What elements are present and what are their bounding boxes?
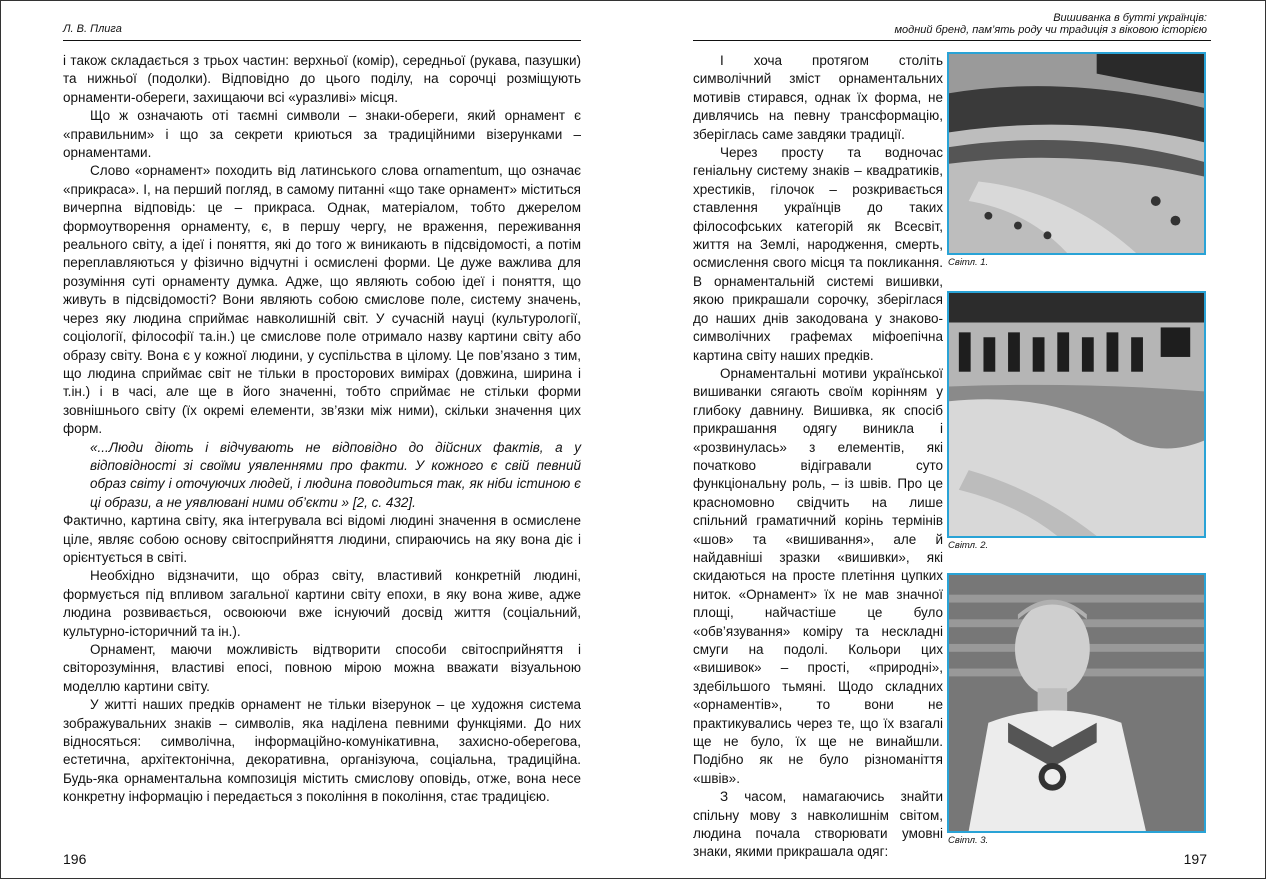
paragraph: Орнаментальні мотиви української вишиванки сягають своїм корінням у глибоку давнину. Вишивка, як спосіб прикрашання одягу виникла і «розвинулась» з елементів, які початково відігравали суто функціональну роль, – із швів. Про це красномовно свідчить на лише спільний граматичний корінь термінів «шов» та «вишивання», але й найдавніші зразки «вишивки», які скидаються на просте плетіння цупких ниток. «Орнамент» їх не мав значної площі, найчастіше це було «обв’язування» коміру та нескладні смуги на подолі. Кольори цих «вишивок» – прості, «природні», здебільшого тьмяні. Щодо складних «орнаментів», то вони не практикувались через те, що їх взагалі ще не було, їх ще не винайшли. Подібно як не було різноманіття «швів».	[693, 365, 943, 786]
header-line-2: модний бренд, пам’ять роду чи традиція з віковою історією	[894, 24, 1207, 36]
header-line-1: Вишиванка в бутті українців:	[1053, 12, 1207, 24]
left-page	[1, 1, 635, 880]
right-header-rule	[693, 40, 1211, 41]
paragraph: Через просту та водночас геніальну систему знаків – квадратиків, хрестиків, гілочок – розкривається ставлення українців до таких філософських категорій як Всесвіт, життя на Землі, народження, смерть, осмислення свого місця та покликання. В орнаментальній системі вишивки, якою прикрашали сорочку, зберіглася до наших днів закодована у знаково-символічних графемах міфоепічна картина світу наших предків.	[693, 145, 943, 363]
caption-3: Світл. 3.	[948, 835, 989, 846]
paragraph: З часом, намагаючись знайти спільну мову з навколишнім світом, людина почала створювати умовні знаки, якими прикрашала одяг:	[693, 789, 943, 860]
right-page-number: 197	[1183, 851, 1207, 867]
caption-1: Світл. 1.	[948, 257, 989, 268]
left-running-header: Л. В. Плига	[63, 23, 122, 35]
paragraph: Що ж означають оті таємні символи – знаки-обереги, який орнамент є «правильним» і що за секрети криються за традиційними візерунками – орнаментами.	[63, 108, 581, 161]
left-header-rule	[63, 40, 581, 41]
caption-2: Світл. 2.	[948, 540, 989, 551]
paragraph: і також складається з трьох частин: верхньої (комір), середньої (рукава, пазушки) та нижньої (подолки). Відповідно до цього поділу, на сорочці розміщують орнаменти-обереги, захищаючи всі «уразливі» місця.	[63, 53, 581, 105]
paragraph: Необхідно відзначити, що образ світу, властивий конкретній людині, формується під впливом загальної картини світу епохи, в яку вона живе, адже людина розвивається, освоюючи вже існуючий досвід життя (соціальний, культурно-історичний та ін.).	[63, 568, 581, 639]
left-page-number: 196	[63, 851, 87, 867]
paragraph: І хоча протягом століть символічний зміст орнаментальних мотивів стирався, однак їх форма, не дивлячись на певну трансформацію, зберіглась саме завдяки традиції.	[693, 53, 943, 142]
photo-embroidered-shirt	[947, 291, 1206, 538]
right-page	[635, 1, 1267, 880]
paragraph: У житті наших предків орнамент не тільки візерунок – це художня система зображувальних знаків – символів, яка наділена певними функціями. До них відносяться: символічна, інформаційно-комунікативна, захисно-оберегова, естетична, архітектонічна, декоративна, організуюча, соціальна, традиційна. Будь-яка орнаментальна композиція містить смислову оповідь, отже, вона несе конкретну інформацію і передається з покоління в покоління, стає традицією.	[63, 697, 581, 805]
photo-embroidered-sleeve	[947, 52, 1206, 255]
right-running-header	[894, 12, 1207, 36]
photo-football-player	[947, 573, 1206, 833]
paragraph: Орнамент, маючи можливість відтворити способи світосприйняття і світорозуміння, властиві епосі, повною мірою можна вважати візуальною моделлю картини світу.	[63, 642, 581, 694]
paragraph: Слово «орнамент» походить від латинського слова ornamentum, що означає «прикраса». І, на перший погляд, в самому питанні «що таке орнамент» міститься вичерпна відповідь: це – прикраса. Однак, матеріалом, тобто джерелом формоутворення орнаменту, є, в першу чергу, не враження, переживання реального світу, а ідеї і поняття, які до того ж виникають в підсвідомості, а потім переплавляються у фізично відчутні і осмислені форми. Це дуже важлива для розуміння суті орнаменту думка. Адже, що являють собою ідеї і поняття, що живуть в підсвідомості? Вони являють собою смислове поле, систему значень, через яку людина сприймає навколишній світ. У сучасній науці (культурології, соціології, філософії та.ін.) це смислове поле отримало назву картини світу або образу світу. Вона є у кожної людини, у суспільства в цілому. Це пов’язано з тим, що людина сприймає світ не тільки в просторових вимірах (довжина, ширина і т.ін.) і в часі, але ще в його значенні, тобто сприймає не стільки форми зовнішнього світу (їх окремі елементи, зв’язки між ними), скільки значення цих форм.	[63, 163, 581, 437]
left-body-text	[63, 52, 581, 807]
block-quote: «...Люди діють і відчувають не відповідно до дійсних фактів, а у відповідності зі своїми уявленнями про факти. У кожного є свій певний образ світу і оточуючих людей, і людина поводиться так, як ніби істиною є ці образи, а не уявлювані ними об’єкти » [2, с. 432].	[90, 439, 581, 510]
right-body-text	[693, 52, 943, 862]
paragraph: Фактично, картина світу, яка інтегрувала всі відомі людині значення в осмислене ціле, являє собою основу світосприйняття людини, спираючись на яку вона діє і орієнтується в світі.	[63, 513, 581, 565]
